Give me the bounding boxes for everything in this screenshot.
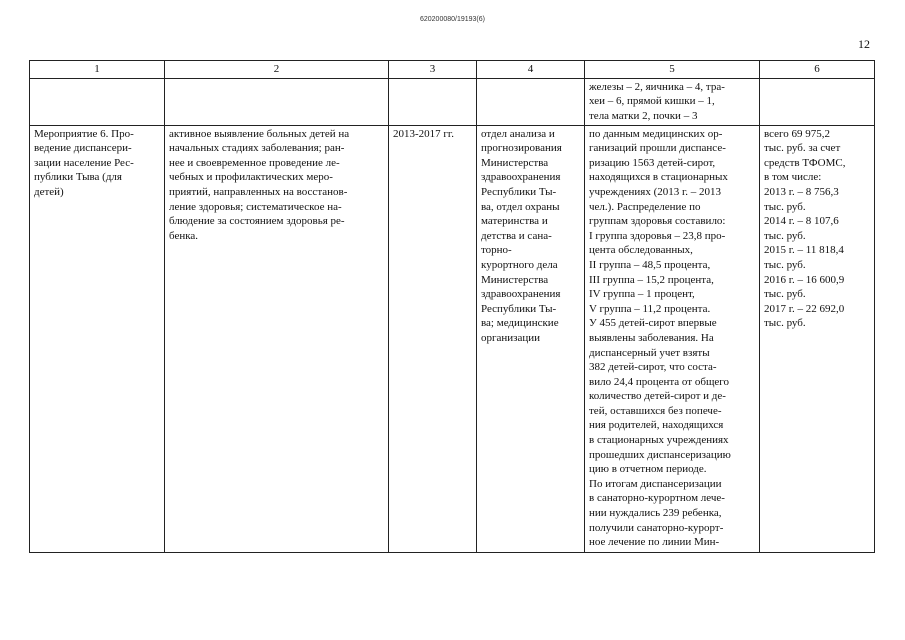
cell-line: нее и своевременное проведение ле- [169, 156, 340, 169]
header-col-3: 3 [389, 61, 477, 79]
cell-line: чел.). Распределение по [589, 200, 701, 213]
cell-line: тыс. руб. за счет [764, 142, 841, 155]
cell-line: тыс. руб. [764, 317, 806, 330]
measures-table [29, 60, 875, 553]
cell-line: в санаторно-курортном лече- [589, 492, 725, 505]
cell-line: Министерства [481, 273, 549, 286]
cell-line: получили санаторно-курорт- [589, 521, 724, 534]
cont-col-5 [585, 78, 760, 125]
measure-period-cell [389, 125, 477, 552]
cell-line: тыс. руб. [764, 229, 806, 242]
cell-line: Мероприятие 6. Про- [34, 127, 134, 140]
cell-line: ва, отдел охраны [481, 200, 560, 213]
cell-line: I группа здоровья – 23,8 про- [589, 229, 726, 242]
cell-line: нии нуждались 239 ребенка, [589, 507, 722, 520]
cell-line: чебных и профилактических меро- [169, 171, 333, 184]
cell-line: железы – 2, яичника – 4, тра- [589, 80, 725, 93]
cont-col-1 [30, 78, 165, 125]
page-number: 12 [858, 37, 870, 51]
cell-line: отдел анализа и [481, 127, 555, 140]
cell-line: всего 69 975,2 [764, 127, 831, 140]
header-col-4: 4 [477, 61, 585, 79]
cell-line: в стационарных учреждениях [589, 434, 729, 447]
cell-line: курортного дела [481, 258, 558, 271]
header-col-5: 5 [585, 61, 760, 79]
cell-line: ва; медицинские [481, 317, 559, 330]
cell-line: 2017 г. – 22 692,0 [764, 302, 845, 315]
cell-line: Министерства [481, 156, 549, 169]
cell-line: 2013-2017 гг. [393, 127, 454, 140]
cell-line: учреждениях (2013 г. – 2013 [589, 185, 722, 198]
measure-results-cell [585, 125, 760, 552]
cell-line: детей) [34, 185, 64, 198]
cont-col-4 [477, 78, 585, 125]
cell-line: публики Тыва (для [34, 171, 122, 184]
cell-line: II группа – 48,5 процента, [589, 258, 711, 271]
cell-line: торно- [481, 244, 512, 257]
cell-line: У 455 детей-сирот впервые [589, 317, 717, 330]
table-row-measure-6 [30, 125, 875, 552]
cell-line: средств ТФОМС, [764, 156, 846, 169]
header-col-1: 1 [30, 61, 165, 79]
cell-line: группам здоровья составило: [589, 215, 726, 228]
cell-line: тей, оставшихся без попече- [589, 404, 722, 417]
cont-col-2 [165, 78, 389, 125]
cell-line: прошедших диспансеризацию [589, 448, 731, 461]
cell-line: тыс. руб. [764, 288, 806, 301]
table-header-row [30, 61, 875, 79]
cell-line: тыс. руб. [764, 258, 806, 271]
table-row-continuation [30, 78, 875, 125]
cell-line: 2015 г. – 11 818,4 [764, 244, 844, 257]
cell-line: цию в отчетном периоде. [589, 463, 707, 476]
cell-line: ведение диспансери- [34, 142, 132, 155]
cell-line: Республики Ты- [481, 185, 557, 198]
header-col-2: 2 [165, 61, 389, 79]
cell-line: по данным медицинских ор- [589, 127, 723, 140]
cell-line: прогнозирования [481, 142, 562, 155]
cell-line: в том числе: [764, 171, 822, 184]
cell-line: По итогам диспансеризации [589, 477, 722, 490]
cell-line: бенка. [169, 229, 199, 242]
cell-line: здравоохранения [481, 171, 561, 184]
header-col-6: 6 [760, 61, 875, 79]
cell-line: III группа – 15,2 процента, [589, 273, 714, 286]
cell-line: ризацию 1563 детей-сирот, [589, 156, 716, 169]
cell-line: организации [481, 331, 541, 344]
cont-col-6 [760, 78, 875, 125]
cell-line: ление здоровья; систематическое на- [169, 200, 342, 213]
cell-line: ное лечение по линии Мин- [589, 536, 720, 549]
cell-line: материнства и [481, 215, 548, 228]
cell-line: ния родителей, находящихся [589, 419, 724, 432]
cell-line: 2016 г. – 16 600,9 [764, 273, 845, 286]
cell-line: Республики Ты- [481, 302, 557, 315]
cell-line: цента обследованных, [589, 244, 693, 257]
measure-title-cell [30, 125, 165, 552]
cell-line: активное выявление больных детей на [169, 127, 350, 140]
cell-line: V группа – 11,2 процента. [589, 302, 711, 315]
cell-line: ганизаций прошли диспансе- [589, 142, 726, 155]
cell-line: количество детей-сирот и де- [589, 390, 726, 403]
cell-line: детства и сана- [481, 229, 552, 242]
cell-line: 382 детей-сирот, что соста- [589, 361, 717, 374]
cell-line: IV группа – 1 процент, [589, 288, 695, 301]
measure-funding-cell [760, 125, 875, 552]
measure-goals-cell [165, 125, 389, 552]
cont-col-3 [389, 78, 477, 125]
cell-line: начальных стадиях заболевания; ран- [169, 142, 345, 155]
measure-executors-cell [477, 125, 585, 552]
cell-line: находящихся в стационарных [589, 171, 728, 184]
cell-line: тыс. руб. [764, 200, 806, 213]
cell-line: хеи – 6, прямой кишки – 1, [589, 95, 715, 108]
cell-line: тела матки 2, почки – 3 [589, 109, 698, 122]
document-id: 620200080/19193(6) [419, 16, 485, 23]
cell-line: блюдение за состоянием здоровья ре- [169, 215, 345, 228]
cell-line: зации население Рес- [34, 156, 134, 169]
cell-line: здравоохранения [481, 288, 561, 301]
cell-line: приятий, направленных на восстанов- [169, 185, 348, 198]
cell-line: 2013 г. – 8 756,3 [764, 185, 839, 198]
cell-line: выявлены заболевания. На [589, 331, 714, 344]
cell-line: вило 24,4 процента от общего [589, 375, 730, 388]
cell-line: 2014 г. – 8 107,6 [764, 215, 839, 228]
cell-line: диспансерный учет взяты [589, 346, 710, 359]
